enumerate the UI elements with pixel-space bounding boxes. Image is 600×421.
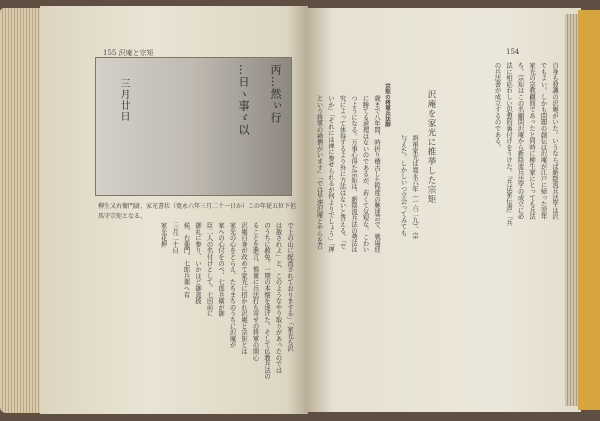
text-column: という将軍の禅僧がいます」「では早速沢庵とやらを召: [315, 95, 323, 250]
text-column: いか」「それには禅に参ぜられるが何よりでしょう」「禅: [327, 95, 334, 253]
left-page-body: [95, 222, 295, 397]
text-column: 三月二十日: [171, 222, 178, 254]
text-column: 家光の心をとらえ、たちまちのうちに沢庵が: [228, 222, 236, 348]
text-column: でもよい。しかも問題の創伝は沢庵が江戸に帰った翌年: [539, 62, 547, 220]
book-cover-edge: [578, 10, 600, 410]
text-column: 法に相応わしい思想的裏付けをうけた。『兵法家伝書』『兵: [505, 62, 512, 226]
text-column: 究によって体得するより外に方法はないと答える。「で: [338, 95, 346, 250]
text-column: 家光花押: [159, 222, 167, 248]
left-page-header: 155 沢庵と宗矩: [103, 49, 154, 57]
text-column: 御礼に参り、いかほど御直披: [194, 222, 201, 304]
right-page-body-intro: [480, 62, 560, 397]
letter-photo: [95, 57, 292, 196]
text-column: 臣二人の名付けとして、七田前に: [205, 222, 213, 317]
text-column: つようになる。万事心得た宗矩は、新陰流兵法の勢法は: [350, 95, 357, 253]
text-column: は赦されよ」と、このようなやり取りがあったのでは: [274, 222, 282, 374]
letter-photo-text: 三月廿日: [118, 78, 129, 122]
photo-caption: 柳生又右衛門尉、家光書状（寛永六年三月二十一日か）この年従五位下但馬守宗矩となる。: [98, 203, 297, 220]
text-column: で上の山に配流されておりまする」「家光も沢: [286, 222, 293, 352]
text-column: のうちに赦免。一期の本懐を遂げた。そして仏教兵法の: [263, 222, 270, 380]
text-column: 家光の宗教顧問であったと同時に柳生家にとっても兵法: [528, 62, 535, 220]
subheading: 宗矩の将軍兵法師: [384, 83, 390, 127]
text-column: ることを進言、慎重に兵法打ち寄せの将軍の関心: [251, 222, 259, 361]
right-page-body-b: [395, 135, 420, 395]
text-column: ち。宗矩はこの名顧問沢庵から新陰流兵法学の成立に必: [516, 62, 524, 220]
text-column: 自身も發識の沢庵がいた。いうならば新陰流兵法学は沢: [551, 62, 558, 220]
section-title: 沢庵を家光に推挙した宗矩: [426, 90, 436, 204]
text-column: 候、右衛門、七郎兵衛へ有: [182, 222, 190, 298]
page-number: 154: [506, 48, 520, 56]
text-column: 家への心付をのべ、七郎兵衛が御: [217, 222, 224, 317]
letter-photo-text: 丙…然ぃ行: [269, 64, 282, 124]
letter-photo-text: …日ヽ事ゞ以: [237, 64, 250, 136]
text-column: 沢庵自身が改めて家光に招かれ沢庵と宗矩とは: [240, 222, 247, 355]
text-column: に勝てる道理はないのであるが、若くて気短な、こわい: [361, 95, 369, 253]
text-column: 与えた。しかしいつ立会ってみても: [399, 135, 407, 236]
text-column: 将軍家光は寛永六年（一六二九）、宗: [411, 135, 418, 239]
text-column: 歳まで八年間、時折り稽古した程度の腕達芸で、戦場経: [373, 95, 380, 253]
right-page-body-c: [312, 95, 382, 395]
text-column: の兵法書が成立するのである。: [493, 62, 501, 151]
